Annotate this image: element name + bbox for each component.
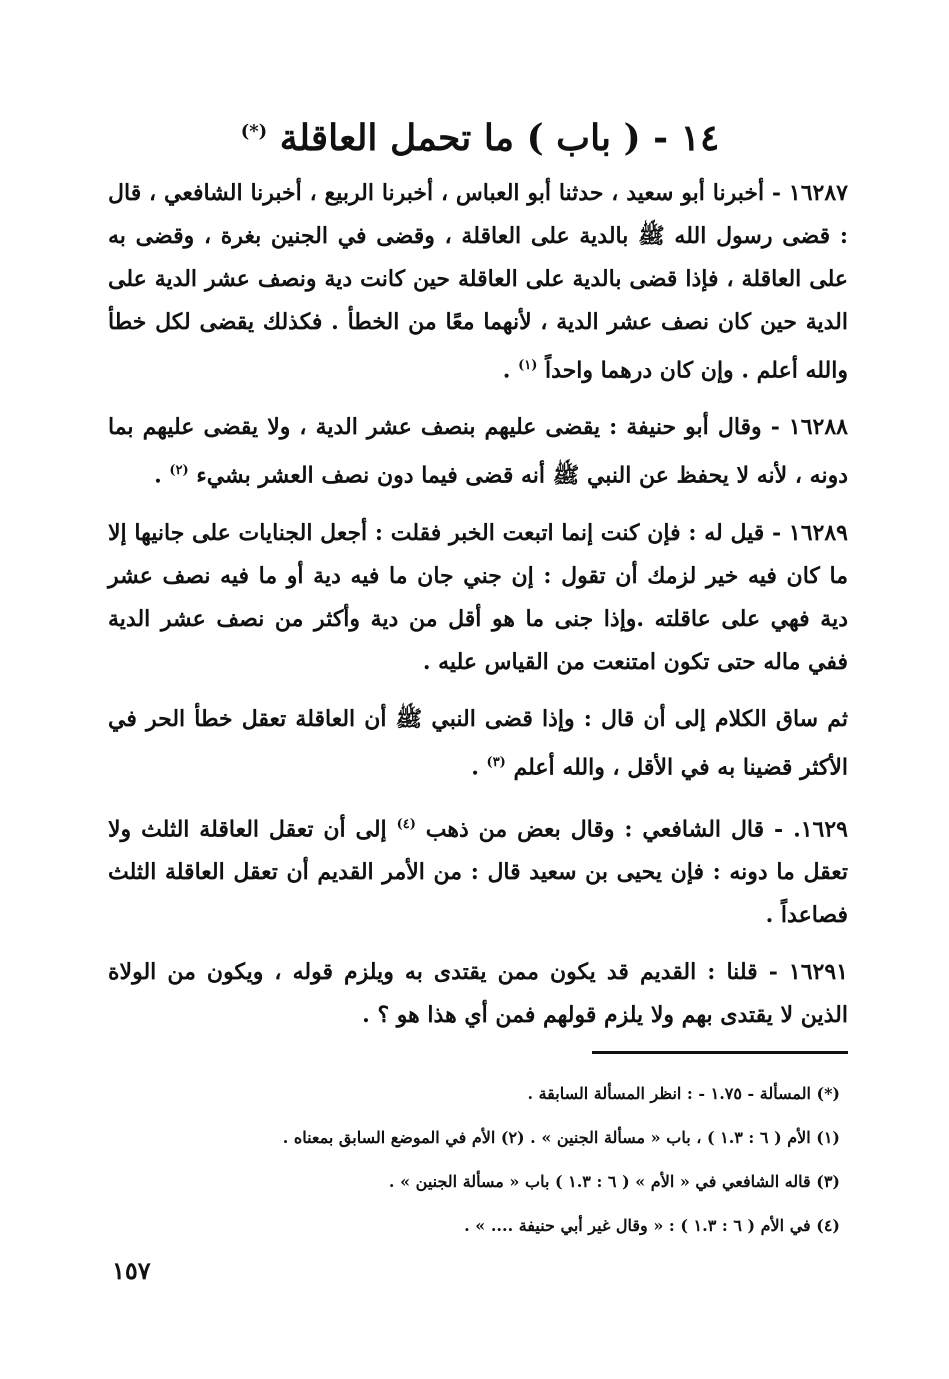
paragraph-16290	[108, 803, 848, 937]
paragraph-text: ١٦٢٩. - قال الشافعي : وقال بعض من ذهب	[425, 816, 848, 843]
paragraph-text: ثم ساق الكلام إلى أن قال : وإذا قضى النبي ﷺ أن العاقلة تعقل خطأ الحر في الأكثر قضينا به في الأقل ، والله أعلم	[108, 705, 848, 780]
paragraph-tail: إلى أن تعقل العاقلة الثلث ولا تعقل ما دونه : فإن يحيى بن سعيد قال : من الأمر القديم أن تعقل العاقلة الثلث فصاعداً .	[108, 816, 848, 929]
paragraph-16291	[108, 951, 848, 1037]
paragraph-tail: .	[502, 357, 519, 384]
page-number: ١٥٧	[112, 1256, 151, 1285]
paragraph-16289	[108, 512, 848, 684]
footnote-4: (٤) في الأم ( ٦ : ١.٣ ) : « وقال غير أبي حنيفة .... » .	[464, 1216, 840, 1235]
chapter-title-text: ١٤ - ( باب ) ما تحمل العاقلة	[279, 117, 720, 159]
footnote-reference: (٢)	[169, 463, 189, 479]
footnote-separator	[592, 1051, 848, 1054]
chapter-title	[100, 108, 860, 162]
paragraph-continuation	[108, 698, 848, 789]
paragraph-tail: .	[154, 462, 170, 489]
footnotes	[160, 1072, 840, 1248]
footnote-reference: (٤)	[396, 816, 416, 832]
footnote-reference: (٣)	[486, 754, 506, 770]
chapter-title-marker: (*)	[240, 121, 268, 142]
footnote-3: (٣) قاله الشافعي في « الأم » ( ٦ : ١.٣ ) باب « مسألة الجنين » .	[388, 1172, 840, 1191]
paragraph-16287	[108, 172, 848, 392]
paragraph-text: ١٦٢٨٩ - قيل له : فإن كنت إنما اتبعت الخبر فقلت : أجعل الجنايات على جانيها إلا ما كان فيه خير لزمك أن تقول : إن جني جان ما فيه دية أو ما فيه نصف عشر دية فهي على عاقلته .وإذا جنى ما هو أقل من دية وأكثر من نصف عشر الدية ففي ماله حتى تكون امتنعت من القياس عليه .	[108, 519, 848, 675]
paragraph-text: ١٦٢٨٧ - أخبرنا أبو سعيد ، حدثنا أبو العباس ، أخبرنا الربيع ، أخبرنا الشافعي ، قال : قضى رسول الله ﷺ بالدية على العاقلة ، وقضى في الجنين بغرة ، وقضى به على العاقلة ، فإذا قضى بالدية على العاقلة حين كانت دية ونصف عشر الدية على الدية حين كان نصف عشر الدية ، لأنهما معًا من الخطأ . فكذلك يقضى لكل خطأ والله أعلم . وإن كان درهما واحداً	[108, 180, 848, 384]
footnote-reference: (١)	[518, 358, 538, 373]
paragraph-text: ١٦٢٩١ - قلنا : القديم قد يكون ممن يقتدى به ويلزم قوله ، ويكون من الولاة الذين لا يقتدى بهم ولا يلزم قولهم فمن أي هذا هو ؟ .	[108, 959, 848, 1029]
paragraph-tail: .	[471, 753, 487, 780]
paragraph-16288	[108, 406, 848, 497]
paragraph-text: ١٦٢٨٨ - وقال أبو حنيفة : يقضى عليهم بنصف عشر الدية ، ولا يقضى عليهم بما دونه ، لأنه لا يحفظ عن النبي ﷺ أنه قضى فيما دون نصف العشر بشيء	[108, 414, 848, 489]
footnote-1-2: (١) الأم ( ٦ : ١.٣ ) ، باب « مسألة الجنين » . (٢) الأم في الموضع السابق بمعناه .	[282, 1128, 840, 1147]
footnote-star: (*) المسألة - ١.٧٥ - : انظر المسألة السابقة .	[527, 1084, 840, 1103]
main-text	[108, 172, 848, 1051]
